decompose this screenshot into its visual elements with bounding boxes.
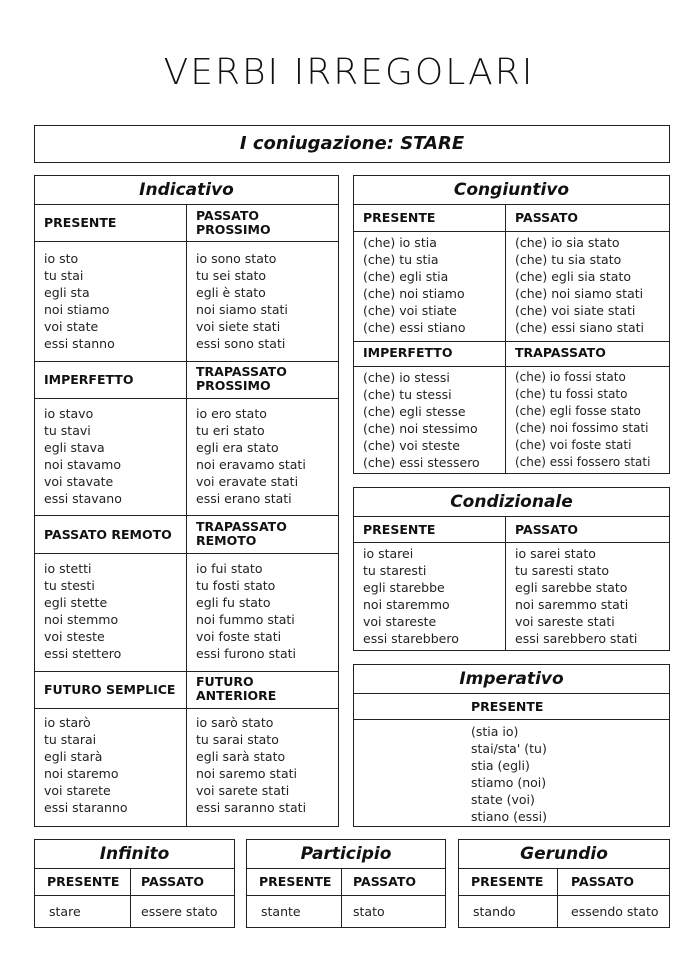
participio-table bbox=[246, 839, 446, 928]
list-item: tu fosti stato bbox=[196, 578, 276, 593]
tense-label-presente: PRESENTE bbox=[363, 522, 436, 537]
indicativo-presente-list bbox=[44, 250, 184, 352]
list-item: tu stavi bbox=[44, 423, 91, 438]
list-item: voi steste bbox=[44, 629, 105, 644]
congiuntivo-heading: Congiuntivo bbox=[354, 176, 669, 205]
list-item: noi saremmo stati bbox=[515, 597, 629, 612]
participio-heading: Participio bbox=[247, 840, 445, 869]
list-item: (che) voi foste stati bbox=[515, 438, 632, 452]
condizionale-presente-list bbox=[363, 545, 505, 647]
tense-label-presente: PRESENTE bbox=[47, 874, 120, 889]
list-item: (che) tu stessi bbox=[363, 387, 452, 402]
page-title: VERBI IRREGOLARI bbox=[163, 52, 535, 93]
list-item: noi stemmo bbox=[44, 612, 119, 627]
list-item: noi siamo stati bbox=[196, 302, 288, 317]
participio-passato-value: stato bbox=[353, 904, 385, 919]
list-item: stia (egli) bbox=[471, 758, 530, 773]
list-item: noi eravamo stati bbox=[196, 457, 306, 472]
list-item: egli sta bbox=[44, 285, 90, 300]
list-item: noi stavamo bbox=[44, 457, 121, 472]
list-item: essi sarebbero stati bbox=[515, 631, 638, 646]
list-item: stiamo (noi) bbox=[471, 775, 547, 790]
list-item: (che) essi stiano bbox=[363, 320, 466, 335]
tense-label-passato: PASSATO bbox=[515, 522, 578, 537]
list-item: (che) io fossi stato bbox=[515, 370, 626, 384]
imperativo-table bbox=[353, 664, 670, 827]
tense-label-presente: PRESENTE bbox=[363, 210, 436, 225]
participio-presente-value: stante bbox=[261, 904, 301, 919]
list-item: essi starebbero bbox=[363, 631, 459, 646]
list-item: (che) tu stia bbox=[363, 252, 439, 267]
list-item: io starò bbox=[44, 715, 91, 730]
list-item: egli starà bbox=[44, 749, 103, 764]
indicativo-table bbox=[34, 175, 339, 827]
list-item: state (voi) bbox=[471, 792, 535, 807]
gerundio-presente-value: stando bbox=[473, 904, 516, 919]
list-item: tu starai bbox=[44, 732, 97, 747]
tense-label-passato-remoto: PASSATO REMOTO bbox=[44, 527, 172, 542]
list-item: voi stareste bbox=[363, 614, 437, 629]
list-item: (che) noi siamo stati bbox=[515, 286, 644, 301]
list-item: (che) voi siate stati bbox=[515, 303, 636, 318]
list-item: voi starete bbox=[44, 783, 111, 798]
tense-label-futuro-anteriore: FUTURO ANTERIORE bbox=[196, 674, 277, 703]
list-item: (che) essi stessero bbox=[363, 455, 480, 470]
list-item: (che) egli stesse bbox=[363, 404, 466, 419]
list-item: voi siete stati bbox=[196, 319, 281, 334]
gerundio-passato-value: essendo stato bbox=[571, 904, 659, 919]
list-item: (che) noi stessimo bbox=[363, 421, 478, 436]
list-item: tu stesti bbox=[44, 578, 95, 593]
list-item: (che) egli stia bbox=[363, 269, 449, 284]
imperativo-heading: Imperativo bbox=[354, 665, 669, 694]
tense-label-presente: PRESENTE bbox=[44, 215, 117, 230]
list-item: (che) noi stiamo bbox=[363, 286, 465, 301]
tense-label-passato: PASSATO bbox=[515, 210, 578, 225]
list-item: (che) tu sia stato bbox=[515, 252, 622, 267]
condizionale-table bbox=[353, 487, 670, 651]
list-item: egli sarà stato bbox=[196, 749, 286, 764]
indicativo-trapassato-remoto-list bbox=[196, 560, 336, 662]
infinito-table bbox=[34, 839, 235, 928]
list-item: voi sareste stati bbox=[515, 614, 615, 629]
list-item: tu staresti bbox=[363, 563, 427, 578]
indicativo-futuro-semplice-list bbox=[44, 714, 184, 816]
list-item: noi saremo stati bbox=[196, 766, 297, 781]
list-item: (che) essi fossero stati bbox=[515, 455, 651, 469]
list-item: egli era stato bbox=[196, 440, 279, 455]
list-item: io stavo bbox=[44, 406, 94, 421]
tense-label-presente: PRESENTE bbox=[259, 874, 332, 889]
indicativo-passato-remoto-list bbox=[44, 560, 184, 662]
list-item: egli è stato bbox=[196, 285, 266, 300]
indicativo-futuro-anteriore-list bbox=[196, 714, 336, 816]
list-item: egli starebbe bbox=[363, 580, 445, 595]
list-item: tu eri stato bbox=[196, 423, 265, 438]
congiuntivo-imperfetto-list bbox=[363, 369, 505, 471]
list-item: io stetti bbox=[44, 561, 92, 576]
indicativo-heading: Indicativo bbox=[35, 176, 338, 205]
list-item: essi staranno bbox=[44, 800, 128, 815]
list-item: noi fummo stati bbox=[196, 612, 295, 627]
list-item: (che) egli fosse stato bbox=[515, 404, 641, 418]
list-item: tu sei stato bbox=[196, 268, 267, 283]
imperativo-forms-list bbox=[471, 723, 651, 825]
list-item: egli sarebbe stato bbox=[515, 580, 628, 595]
list-item: io sto bbox=[44, 251, 79, 266]
list-item: tu sarai stato bbox=[196, 732, 279, 747]
list-item: essi furono stati bbox=[196, 646, 296, 661]
tense-label-passato: PASSATO bbox=[141, 874, 204, 889]
list-item: voi stavate bbox=[44, 474, 114, 489]
list-item: (che) tu fossi stato bbox=[515, 387, 628, 401]
list-item: (che) essi siano stati bbox=[515, 320, 645, 335]
list-item: egli stava bbox=[44, 440, 105, 455]
list-item: (stia io) bbox=[471, 724, 519, 739]
list-item: essi erano stati bbox=[196, 491, 292, 506]
list-item: io sarò stato bbox=[196, 715, 274, 730]
condizionale-passato-list bbox=[515, 545, 667, 647]
list-item: io sono stato bbox=[196, 251, 277, 266]
tense-label-presente: PRESENTE bbox=[471, 699, 544, 714]
list-item: (che) noi fossimo stati bbox=[515, 421, 649, 435]
indicativo-trapassato-prossimo-list bbox=[196, 405, 336, 507]
infinito-passato-value: essere stato bbox=[141, 904, 218, 919]
list-item: egli stette bbox=[44, 595, 108, 610]
list-item: (che) io stessi bbox=[363, 370, 450, 385]
tense-label-imperfetto: IMPERFETTO bbox=[44, 372, 134, 387]
congiuntivo-passato-list bbox=[515, 234, 667, 336]
list-item: noi staremo bbox=[44, 766, 119, 781]
tense-label-passato-prossimo: PASSATO PROSSIMO bbox=[196, 208, 271, 237]
list-item: io ero stato bbox=[196, 406, 267, 421]
tense-label-passato: PASSATO bbox=[353, 874, 416, 889]
tense-label-trapassato: TRAPASSATO bbox=[515, 345, 606, 360]
tense-label-trapassato-prossimo: TRAPASSATO PROSSIMO bbox=[196, 364, 287, 393]
list-item: (che) io sia stato bbox=[515, 235, 620, 250]
list-item: io starei bbox=[363, 546, 414, 561]
conjugation-banner: I coniugazione: STARE bbox=[34, 125, 670, 163]
list-item: tu stai bbox=[44, 268, 84, 283]
list-item: tu saresti stato bbox=[515, 563, 610, 578]
list-item: essi sono stati bbox=[196, 336, 286, 351]
indicativo-imperfetto-list bbox=[44, 405, 184, 507]
gerundio-heading: Gerundio bbox=[459, 840, 669, 869]
list-item: io sarei stato bbox=[515, 546, 596, 561]
list-item: essi stanno bbox=[44, 336, 115, 351]
condizionale-heading: Condizionale bbox=[354, 488, 669, 517]
list-item: stiano (essi) bbox=[471, 809, 548, 824]
list-item: stai/sta' (tu) bbox=[471, 741, 547, 756]
indicativo-passato-prossimo-list bbox=[196, 250, 336, 352]
list-item: voi foste stati bbox=[196, 629, 282, 644]
list-item: io fui stato bbox=[196, 561, 263, 576]
gerundio-table bbox=[458, 839, 670, 928]
list-item: voi sarete stati bbox=[196, 783, 290, 798]
infinito-presente-value: stare bbox=[49, 904, 81, 919]
list-item: noi stiamo bbox=[44, 302, 110, 317]
list-item: (che) voi stiate bbox=[363, 303, 457, 318]
list-item: egli fu stato bbox=[196, 595, 271, 610]
tense-label-imperfetto: IMPERFETTO bbox=[363, 345, 453, 360]
list-item: (che) io stia bbox=[363, 235, 437, 250]
list-item: essi stavano bbox=[44, 491, 122, 506]
tense-label-trapassato-remoto: TRAPASSATO REMOTO bbox=[196, 519, 287, 548]
congiuntivo-trapassato-list bbox=[515, 369, 669, 471]
tense-label-futuro-semplice: FUTURO SEMPLICE bbox=[44, 682, 176, 697]
list-item: voi state bbox=[44, 319, 99, 334]
infinito-heading: Infinito bbox=[35, 840, 234, 869]
tense-label-passato: PASSATO bbox=[571, 874, 634, 889]
list-item: (che) voi steste bbox=[363, 438, 460, 453]
congiuntivo-table bbox=[353, 175, 670, 474]
list-item: noi staremmo bbox=[363, 597, 450, 612]
list-item: essi stettero bbox=[44, 646, 122, 661]
list-item: voi eravate stati bbox=[196, 474, 299, 489]
congiuntivo-presente-list bbox=[363, 234, 505, 336]
list-item: essi saranno stati bbox=[196, 800, 307, 815]
list-item: (che) egli sia stato bbox=[515, 269, 631, 284]
tense-label-presente: PRESENTE bbox=[471, 874, 544, 889]
